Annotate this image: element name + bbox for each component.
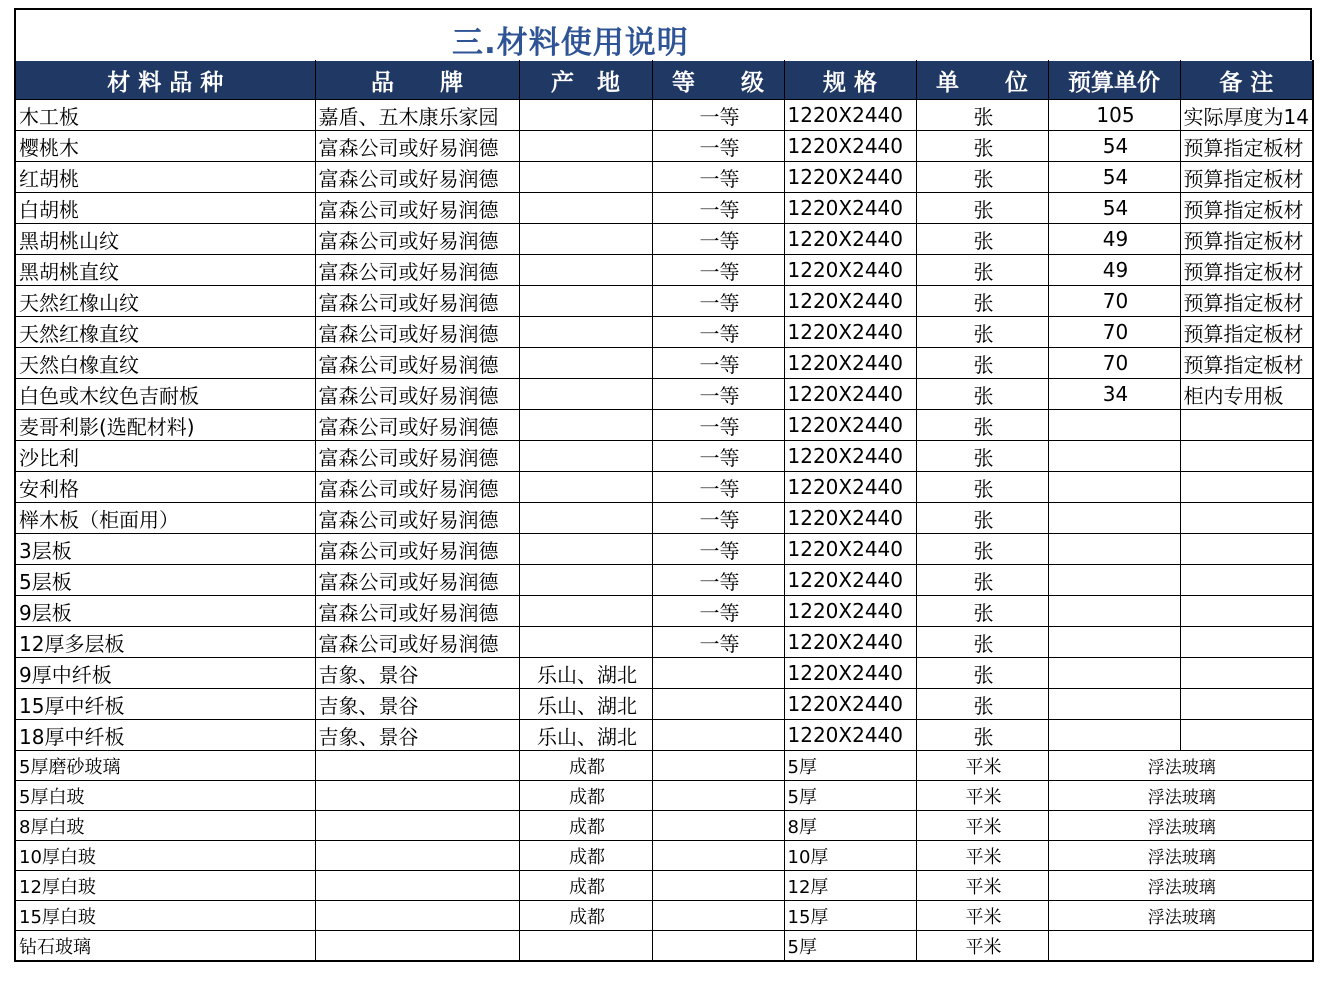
cell-spec: 1220X2440 bbox=[784, 720, 916, 751]
cell-origin: 乐山、湖北 bbox=[519, 720, 652, 751]
table-row bbox=[15, 255, 1313, 286]
cell-note bbox=[1180, 658, 1313, 689]
cell-material: 5厚磨砂玻璃 bbox=[15, 751, 315, 781]
cell-material: 5厚白玻 bbox=[15, 781, 315, 811]
cell-unit: 张 bbox=[916, 441, 1048, 472]
cell-price bbox=[1048, 503, 1180, 534]
sheet-title: 三.材料使用说明 bbox=[452, 25, 689, 61]
table-row bbox=[15, 100, 1313, 131]
table-row bbox=[15, 410, 1313, 441]
cell-origin bbox=[519, 441, 652, 472]
cell-brand: 富森公司或好易润德 bbox=[315, 193, 519, 224]
cell-note: 浮法玻璃 bbox=[1048, 811, 1313, 841]
cell-grade bbox=[652, 689, 784, 720]
cell-brand: 富森公司或好易润德 bbox=[315, 534, 519, 565]
cell-note bbox=[1048, 931, 1313, 962]
table-row bbox=[15, 348, 1313, 379]
cell-spec: 1220X2440 bbox=[784, 100, 916, 131]
cell-unit: 张 bbox=[916, 410, 1048, 441]
cell-price bbox=[1048, 534, 1180, 565]
cell-spec: 1220X2440 bbox=[784, 224, 916, 255]
cell-note: 浮法玻璃 bbox=[1048, 871, 1313, 901]
cell-grade bbox=[652, 901, 784, 931]
cell-unit: 张 bbox=[916, 658, 1048, 689]
cell-unit: 张 bbox=[916, 317, 1048, 348]
cell-material: 安利格 bbox=[15, 472, 315, 503]
cell-price: 105 bbox=[1048, 100, 1180, 131]
cell-unit: 张 bbox=[916, 720, 1048, 751]
cell-origin bbox=[519, 503, 652, 534]
cell-grade: 一等 bbox=[652, 596, 784, 627]
cell-material: 15厚白玻 bbox=[15, 901, 315, 931]
cell-grade: 一等 bbox=[652, 100, 784, 131]
cell-unit: 平米 bbox=[916, 841, 1048, 871]
cell-note bbox=[1180, 472, 1313, 503]
cell-grade bbox=[652, 658, 784, 689]
cell-note: 预算指定板材 bbox=[1180, 255, 1313, 286]
cell-origin: 成都 bbox=[519, 781, 652, 811]
cell-spec: 5厚 bbox=[784, 931, 916, 962]
cell-material: 8厚白玻 bbox=[15, 811, 315, 841]
header-price: 预算单价 bbox=[1048, 61, 1180, 100]
cell-material: 黑胡桃直纹 bbox=[15, 255, 315, 286]
header-spec: 规 格 bbox=[784, 61, 916, 100]
table-row bbox=[15, 627, 1313, 658]
header-origin: 产 地 bbox=[519, 61, 652, 100]
table-row bbox=[15, 286, 1313, 317]
cell-note bbox=[1180, 410, 1313, 441]
table-row bbox=[15, 162, 1313, 193]
cell-brand bbox=[315, 841, 519, 871]
cell-material: 红胡桃 bbox=[15, 162, 315, 193]
cell-grade bbox=[652, 871, 784, 901]
cell-unit: 张 bbox=[916, 286, 1048, 317]
cell-material: 15厚中纤板 bbox=[15, 689, 315, 720]
cell-unit: 张 bbox=[916, 627, 1048, 658]
cell-price: 70 bbox=[1048, 286, 1180, 317]
cell-price bbox=[1048, 627, 1180, 658]
cell-origin bbox=[519, 596, 652, 627]
cell-material: 9厚中纤板 bbox=[15, 658, 315, 689]
table-row bbox=[15, 503, 1313, 534]
cell-material: 木工板 bbox=[15, 100, 315, 131]
materials-table bbox=[14, 60, 1314, 962]
table-row bbox=[15, 811, 1313, 841]
cell-note: 预算指定板材 bbox=[1180, 286, 1313, 317]
cell-origin: 乐山、湖北 bbox=[519, 658, 652, 689]
cell-note: 柜内专用板 bbox=[1180, 379, 1313, 410]
table-row bbox=[15, 534, 1313, 565]
cell-grade: 一等 bbox=[652, 379, 784, 410]
cell-brand bbox=[315, 751, 519, 781]
cell-unit: 平米 bbox=[916, 931, 1048, 962]
table-row bbox=[15, 720, 1313, 751]
cell-grade: 一等 bbox=[652, 193, 784, 224]
cell-material: 18厚中纤板 bbox=[15, 720, 315, 751]
cell-brand: 富森公司或好易润德 bbox=[315, 224, 519, 255]
cell-brand: 富森公司或好易润德 bbox=[315, 596, 519, 627]
cell-grade: 一等 bbox=[652, 503, 784, 534]
cell-note: 浮法玻璃 bbox=[1048, 901, 1313, 931]
cell-price bbox=[1048, 441, 1180, 472]
cell-material: 3层板 bbox=[15, 534, 315, 565]
cell-unit: 张 bbox=[916, 503, 1048, 534]
cell-brand: 富森公司或好易润德 bbox=[315, 503, 519, 534]
cell-spec: 10厚 bbox=[784, 841, 916, 871]
cell-grade: 一等 bbox=[652, 472, 784, 503]
cell-price: 54 bbox=[1048, 162, 1180, 193]
cell-grade: 一等 bbox=[652, 286, 784, 317]
cell-note: 浮法玻璃 bbox=[1048, 751, 1313, 781]
cell-note: 浮法玻璃 bbox=[1048, 781, 1313, 811]
cell-material: 天然红橡直纹 bbox=[15, 317, 315, 348]
cell-origin bbox=[519, 224, 652, 255]
cell-origin bbox=[519, 627, 652, 658]
cell-material: 天然红橡山纹 bbox=[15, 286, 315, 317]
cell-unit: 张 bbox=[916, 534, 1048, 565]
cell-grade: 一等 bbox=[652, 627, 784, 658]
cell-unit: 张 bbox=[916, 131, 1048, 162]
cell-price: 49 bbox=[1048, 224, 1180, 255]
cell-origin bbox=[519, 379, 652, 410]
cell-spec: 5厚 bbox=[784, 751, 916, 781]
cell-unit: 张 bbox=[916, 379, 1048, 410]
cell-material: 麦哥利影(选配材料) bbox=[15, 410, 315, 441]
cell-origin bbox=[519, 131, 652, 162]
cell-material: 9层板 bbox=[15, 596, 315, 627]
cell-origin bbox=[519, 193, 652, 224]
cell-material: 黑胡桃山纹 bbox=[15, 224, 315, 255]
cell-brand: 吉象、景谷 bbox=[315, 689, 519, 720]
cell-origin: 成都 bbox=[519, 841, 652, 871]
cell-origin bbox=[519, 100, 652, 131]
cell-spec: 8厚 bbox=[784, 811, 916, 841]
cell-unit: 张 bbox=[916, 565, 1048, 596]
cell-brand: 富森公司或好易润德 bbox=[315, 441, 519, 472]
header-row bbox=[15, 61, 1313, 100]
cell-grade: 一等 bbox=[652, 255, 784, 286]
table-body bbox=[15, 100, 1313, 962]
cell-material: 5层板 bbox=[15, 565, 315, 596]
cell-brand: 富森公司或好易润德 bbox=[315, 348, 519, 379]
table-row bbox=[15, 193, 1313, 224]
cell-unit: 平米 bbox=[916, 751, 1048, 781]
cell-brand: 富森公司或好易润德 bbox=[315, 565, 519, 596]
title-bar bbox=[14, 8, 1312, 60]
cell-note bbox=[1180, 689, 1313, 720]
cell-origin: 成都 bbox=[519, 811, 652, 841]
cell-unit: 平米 bbox=[916, 901, 1048, 931]
cell-price: 70 bbox=[1048, 317, 1180, 348]
cell-brand bbox=[315, 871, 519, 901]
table-row bbox=[15, 565, 1313, 596]
cell-brand: 富森公司或好易润德 bbox=[315, 131, 519, 162]
cell-material: 12厚多层板 bbox=[15, 627, 315, 658]
cell-grade: 一等 bbox=[652, 317, 784, 348]
cell-brand bbox=[315, 931, 519, 962]
cell-material: 白色或木纹色吉耐板 bbox=[15, 379, 315, 410]
cell-note: 实际厚度为14 bbox=[1180, 100, 1313, 131]
cell-note bbox=[1180, 534, 1313, 565]
cell-unit: 张 bbox=[916, 348, 1048, 379]
cell-grade bbox=[652, 811, 784, 841]
cell-brand: 富森公司或好易润德 bbox=[315, 286, 519, 317]
cell-note bbox=[1180, 503, 1313, 534]
cell-note bbox=[1180, 720, 1313, 751]
cell-unit: 张 bbox=[916, 162, 1048, 193]
header-unit: 单 位 bbox=[916, 61, 1048, 100]
cell-brand: 吉象、景谷 bbox=[315, 720, 519, 751]
cell-spec: 1220X2440 bbox=[784, 658, 916, 689]
cell-spec: 1220X2440 bbox=[784, 627, 916, 658]
header-material: 材 料 品 种 bbox=[15, 61, 315, 100]
cell-price bbox=[1048, 596, 1180, 627]
cell-brand: 富森公司或好易润德 bbox=[315, 627, 519, 658]
table-row bbox=[15, 689, 1313, 720]
cell-note: 浮法玻璃 bbox=[1048, 841, 1313, 871]
cell-origin bbox=[519, 348, 652, 379]
spreadsheet bbox=[14, 8, 1312, 962]
cell-spec: 12厚 bbox=[784, 871, 916, 901]
cell-grade bbox=[652, 781, 784, 811]
cell-origin bbox=[519, 565, 652, 596]
cell-brand: 富森公司或好易润德 bbox=[315, 410, 519, 441]
table-row bbox=[15, 379, 1313, 410]
header-grade: 等 级 bbox=[652, 61, 784, 100]
cell-note bbox=[1180, 627, 1313, 658]
cell-grade: 一等 bbox=[652, 162, 784, 193]
cell-unit: 平米 bbox=[916, 781, 1048, 811]
cell-origin: 成都 bbox=[519, 871, 652, 901]
cell-spec: 1220X2440 bbox=[784, 534, 916, 565]
cell-spec: 1220X2440 bbox=[784, 441, 916, 472]
cell-brand: 吉象、景谷 bbox=[315, 658, 519, 689]
cell-material: 12厚白玻 bbox=[15, 871, 315, 901]
table-row bbox=[15, 441, 1313, 472]
cell-grade: 一等 bbox=[652, 224, 784, 255]
table-row bbox=[15, 901, 1313, 931]
cell-spec: 15厚 bbox=[784, 901, 916, 931]
cell-material: 白胡桃 bbox=[15, 193, 315, 224]
cell-material: 钻石玻璃 bbox=[15, 931, 315, 962]
cell-grade: 一等 bbox=[652, 348, 784, 379]
cell-material: 榉木板（柜面用） bbox=[15, 503, 315, 534]
cell-grade bbox=[652, 720, 784, 751]
cell-price: 34 bbox=[1048, 379, 1180, 410]
cell-brand bbox=[315, 901, 519, 931]
cell-unit: 张 bbox=[916, 596, 1048, 627]
cell-note bbox=[1180, 441, 1313, 472]
cell-brand: 富森公司或好易润德 bbox=[315, 162, 519, 193]
cell-price: 54 bbox=[1048, 193, 1180, 224]
cell-origin: 乐山、湖北 bbox=[519, 689, 652, 720]
cell-price: 70 bbox=[1048, 348, 1180, 379]
cell-origin: 成都 bbox=[519, 901, 652, 931]
cell-spec: 1220X2440 bbox=[784, 286, 916, 317]
cell-price bbox=[1048, 720, 1180, 751]
cell-spec: 1220X2440 bbox=[784, 317, 916, 348]
cell-grade: 一等 bbox=[652, 441, 784, 472]
cell-price: 49 bbox=[1048, 255, 1180, 286]
cell-grade: 一等 bbox=[652, 565, 784, 596]
cell-material: 沙比利 bbox=[15, 441, 315, 472]
cell-origin bbox=[519, 162, 652, 193]
table-row bbox=[15, 472, 1313, 503]
cell-brand: 富森公司或好易润德 bbox=[315, 255, 519, 286]
cell-grade: 一等 bbox=[652, 410, 784, 441]
cell-material: 天然白橡直纹 bbox=[15, 348, 315, 379]
cell-origin bbox=[519, 255, 652, 286]
cell-unit: 张 bbox=[916, 100, 1048, 131]
cell-price bbox=[1048, 658, 1180, 689]
cell-brand: 嘉盾、五木康乐家园 bbox=[315, 100, 519, 131]
cell-price bbox=[1048, 410, 1180, 441]
cell-unit: 张 bbox=[916, 472, 1048, 503]
cell-unit: 张 bbox=[916, 689, 1048, 720]
cell-spec: 1220X2440 bbox=[784, 565, 916, 596]
cell-note bbox=[1180, 565, 1313, 596]
cell-material: 10厚白玻 bbox=[15, 841, 315, 871]
table-row bbox=[15, 871, 1313, 901]
cell-unit: 张 bbox=[916, 255, 1048, 286]
cell-spec: 1220X2440 bbox=[784, 131, 916, 162]
table-row bbox=[15, 224, 1313, 255]
table-row bbox=[15, 751, 1313, 781]
cell-spec: 1220X2440 bbox=[784, 503, 916, 534]
cell-origin bbox=[519, 286, 652, 317]
cell-spec: 1220X2440 bbox=[784, 410, 916, 441]
table-row bbox=[15, 931, 1313, 962]
cell-brand: 富森公司或好易润德 bbox=[315, 472, 519, 503]
cell-note: 预算指定板材 bbox=[1180, 348, 1313, 379]
table-row bbox=[15, 658, 1313, 689]
cell-unit: 张 bbox=[916, 224, 1048, 255]
cell-origin bbox=[519, 534, 652, 565]
cell-origin bbox=[519, 410, 652, 441]
cell-price bbox=[1048, 689, 1180, 720]
table-row bbox=[15, 596, 1313, 627]
cell-spec: 1220X2440 bbox=[784, 689, 916, 720]
cell-grade: 一等 bbox=[652, 534, 784, 565]
cell-spec: 1220X2440 bbox=[784, 379, 916, 410]
header-note: 备 注 bbox=[1180, 61, 1313, 100]
cell-note bbox=[1180, 596, 1313, 627]
cell-brand bbox=[315, 811, 519, 841]
table-row bbox=[15, 131, 1313, 162]
cell-grade bbox=[652, 931, 784, 962]
cell-unit: 平米 bbox=[916, 871, 1048, 901]
cell-grade bbox=[652, 841, 784, 871]
cell-brand: 富森公司或好易润德 bbox=[315, 317, 519, 348]
cell-origin bbox=[519, 931, 652, 962]
cell-origin bbox=[519, 472, 652, 503]
cell-spec: 1220X2440 bbox=[784, 193, 916, 224]
cell-grade: 一等 bbox=[652, 131, 784, 162]
cell-spec: 1220X2440 bbox=[784, 255, 916, 286]
cell-note: 预算指定板材 bbox=[1180, 224, 1313, 255]
cell-price bbox=[1048, 472, 1180, 503]
cell-spec: 5厚 bbox=[784, 781, 916, 811]
cell-spec: 1220X2440 bbox=[784, 596, 916, 627]
table-row bbox=[15, 841, 1313, 871]
cell-note: 预算指定板材 bbox=[1180, 193, 1313, 224]
cell-note: 预算指定板材 bbox=[1180, 317, 1313, 348]
cell-unit: 张 bbox=[916, 193, 1048, 224]
cell-note: 预算指定板材 bbox=[1180, 162, 1313, 193]
cell-spec: 1220X2440 bbox=[784, 472, 916, 503]
cell-note: 预算指定板材 bbox=[1180, 131, 1313, 162]
cell-brand: 富森公司或好易润德 bbox=[315, 379, 519, 410]
cell-price bbox=[1048, 565, 1180, 596]
cell-unit: 平米 bbox=[916, 811, 1048, 841]
cell-price: 54 bbox=[1048, 131, 1180, 162]
table-row bbox=[15, 781, 1313, 811]
table-row bbox=[15, 317, 1313, 348]
cell-origin: 成都 bbox=[519, 751, 652, 781]
header-brand: 品 牌 bbox=[315, 61, 519, 100]
cell-spec: 1220X2440 bbox=[784, 162, 916, 193]
cell-grade bbox=[652, 751, 784, 781]
cell-origin bbox=[519, 317, 652, 348]
cell-material: 樱桃木 bbox=[15, 131, 315, 162]
cell-spec: 1220X2440 bbox=[784, 348, 916, 379]
cell-brand bbox=[315, 781, 519, 811]
